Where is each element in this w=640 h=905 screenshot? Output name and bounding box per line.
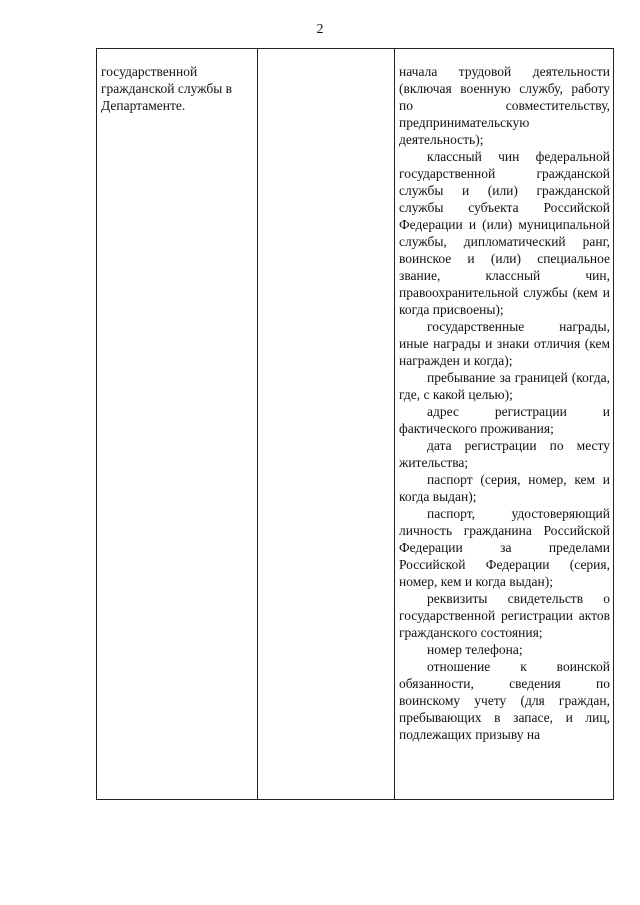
right-cell-text xyxy=(395,49,613,743)
table-cell-left xyxy=(97,49,258,800)
table-row xyxy=(97,49,614,800)
paragraph: паспорт, удостоверяющий личность гражданина Российской Федерации за пределами Российской Федерации (серия, номер, кем и когда выдан); xyxy=(399,506,610,589)
paragraph: классный чин федеральной государственной гражданской службы и (или) гражданской службы субъекта Российской Федерации и (или) муниципальной службы, дипломатический ранг, воинское и (или) специальное звание, классный чин, правоохранительной службы (кем и когда присвоены); xyxy=(399,149,610,317)
paragraph: начала трудовой деятельности (включая военную службу, работу по совместительству, предпринимательскую деятельность); xyxy=(399,64,610,147)
left-cell-text: государственной гражданской службы в Департаменте. xyxy=(101,64,233,113)
paragraph: реквизиты свидетельств о государственной регистрации актов гражданского состояния; xyxy=(399,591,610,640)
table-cell-right xyxy=(395,49,614,800)
paragraph: государственные награды, иные награды и знаки отличия (кем награжден и когда); xyxy=(399,319,610,368)
page-number: 2 xyxy=(316,22,324,37)
paragraph: паспорт (серия, номер, кем и когда выдан); xyxy=(399,472,610,504)
table-cell-middle xyxy=(258,49,395,800)
paragraph: пребывание за границей (когда, где, с какой целью); xyxy=(399,370,610,402)
paragraph: адрес регистрации и фактического проживания; xyxy=(399,404,610,436)
paragraph: дата регистрации по месту жительства; xyxy=(399,438,610,470)
paragraph: номер телефона; xyxy=(427,642,523,657)
document-table xyxy=(96,48,614,800)
paragraph: отношение к воинской обязанности, сведения по воинскому учету (для граждан, пребывающих в запасе, и лиц, подлежащих призыву на xyxy=(399,659,610,742)
